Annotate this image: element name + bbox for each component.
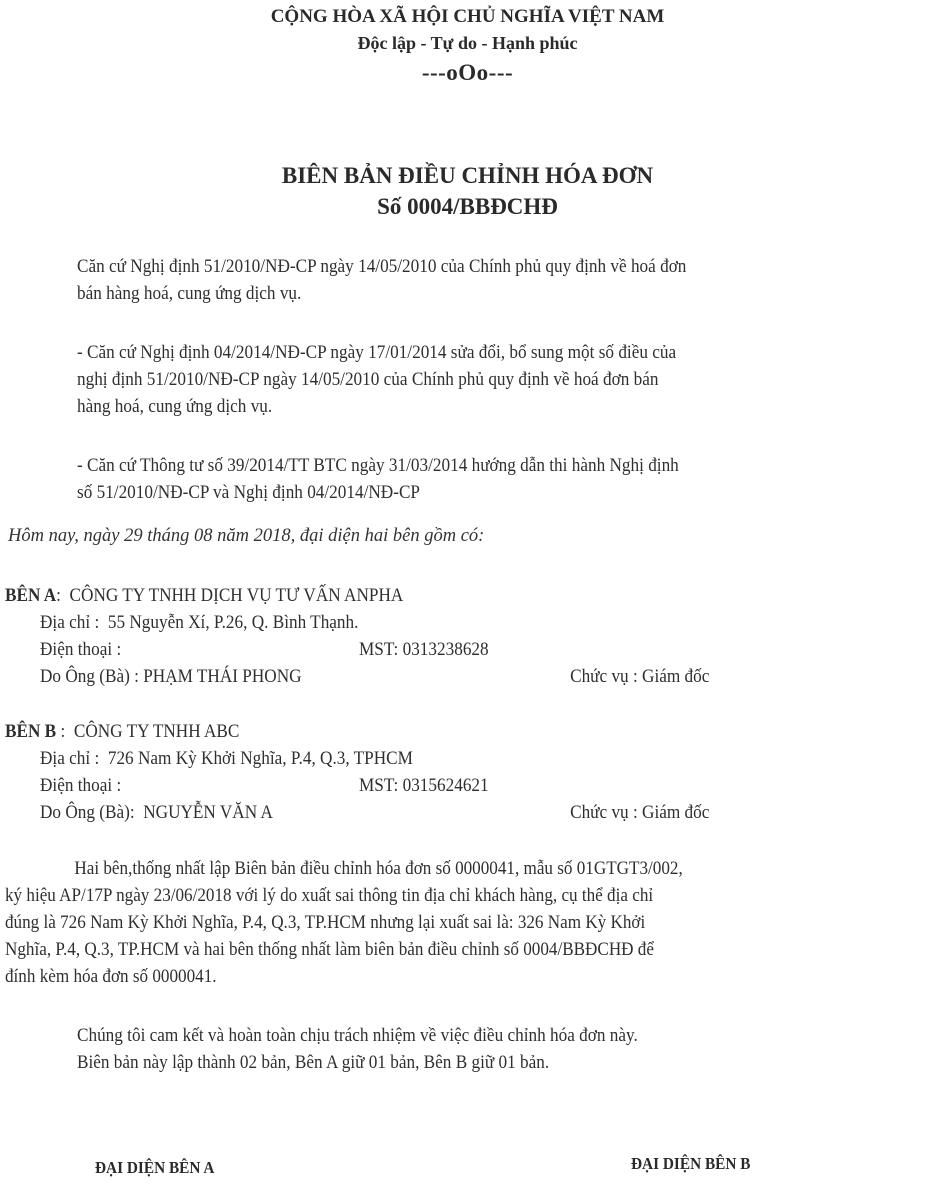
agreement-line: đúng là 726 Nam Kỳ Khởi Nghĩa, P.4, Q.3, TP.HCM nhưng lại xuất sai là: 326 Nam Kỳ Khởi — [5, 913, 646, 933]
party-a-representative: PHẠM THÁI PHONG — [143, 667, 302, 687]
document-number: Số 0004/BBĐCHĐ — [377, 194, 558, 219]
signature-party-a: ĐẠI DIỆN BÊN A — [95, 1158, 215, 1177]
legal-basis-line: số 51/2010/NĐ-CP và Nghị định 04/2014/NĐ-CP — [77, 483, 421, 503]
country-name: CỘNG HÒA XÃ HỘI CHỦ NGHĨA VIỆT NAM — [270, 6, 665, 27]
address-label: Địa chỉ : — [40, 613, 100, 633]
meeting-intro: Hôm nay, ngày 29 tháng 08 năm 2018, đại diện hai bên gồm có: — [8, 526, 485, 546]
party-b-block: BÊN B : CÔNG TY TNHH ABC — [5, 722, 240, 742]
party-a-address: 55 Nguyễn Xí, P.26, Q. Bình Thạnh. — [107, 613, 359, 633]
commitment-paragraph — [77, 1023, 638, 1077]
legal-basis-2 — [77, 340, 676, 421]
party-a-position: Giám đốc — [642, 667, 710, 687]
party-a-tax-code: 0313238628 — [402, 640, 489, 660]
address-label: Địa chỉ : — [40, 749, 100, 769]
tax-label: MST: — [358, 640, 399, 660]
agreement-paragraph — [5, 856, 930, 991]
phone-label: Điện thoại : — [40, 640, 122, 660]
legal-basis-line: nghị định 51/2010/NĐ-CP ngày 14/05/2010 của Chính phủ quy định về hoá đơn bán — [77, 370, 659, 390]
party-a-company: CÔNG TY TNHH DỊCH VỤ TƯ VẤN ANPHA — [69, 586, 404, 606]
commitment-line: Biên bản này lập thành 02 bản, Bên A giữ 01 bản, Bên B giữ 01 bản. — [77, 1053, 550, 1073]
party-a-label: BÊN A — [5, 586, 57, 606]
party-b-details — [40, 746, 710, 827]
representative-label: Do Ông (Bà): — [40, 803, 135, 823]
party-a-block: BÊN A: CÔNG TY TNHH DỊCH VỤ TƯ VẤN ANPHA — [5, 586, 404, 606]
position-label: Chức vụ : — [570, 667, 638, 687]
legal-basis-line: Căn cứ Nghị định 51/2010/NĐ-CP ngày 14/05/2010 của Chính phủ quy định về hoá đơn — [77, 257, 687, 277]
party-b-company: CÔNG TY TNHH ABC — [73, 722, 240, 742]
legal-basis-1 — [77, 254, 686, 308]
party-b-position: Giám đốc — [642, 803, 710, 823]
party-a-details — [40, 610, 710, 691]
phone-label: Điện thoại : — [40, 776, 122, 796]
party-b-address: 726 Nam Kỳ Khởi Nghĩa, P.4, Q.3, TPHCM — [107, 749, 413, 769]
agreement-line: đính kèm hóa đơn số 0000041. — [5, 967, 217, 987]
agreement-line: ký hiệu AP/17P ngày 23/06/2018 với lý do xuất sai thông tin địa chỉ khách hàng, cụ thể địa chỉ — [5, 886, 654, 906]
commitment-line: Chúng tôi cam kết và hoàn toàn chịu trách nhiệm về việc điều chỉnh hóa đơn này. — [77, 1026, 638, 1046]
position-label: Chức vụ : — [570, 803, 638, 823]
legal-basis-line: - Căn cứ Nghị định 04/2014/NĐ-CP ngày 17/01/2014 sửa đổi, bổ sung một số điều của — [77, 343, 677, 363]
document-title: BIÊN BẢN ĐIỀU CHỈNH HÓA ĐƠN — [281, 163, 654, 188]
signature-party-b: ĐẠI DIỆN BÊN B — [631, 1154, 751, 1173]
tax-label: MST: — [358, 776, 399, 796]
national-motto: Độc lập - Tự do - Hạnh phúc — [357, 33, 578, 53]
representative-label: Do Ông (Bà) : — [40, 667, 139, 687]
party-b-tax-code: 0315624621 — [402, 776, 489, 796]
party-b-representative: NGUYỄN VĂN A — [143, 803, 273, 823]
party-b-label: BÊN B — [5, 722, 57, 742]
legal-basis-line: bán hàng hoá, cung ứng dịch vụ. — [77, 284, 302, 304]
agreement-line: Nghĩa, P.4, Q.3, TP.HCM và hai bên thống nhất làm biên bản điều chỉnh số 0004/BBĐCHĐ để — [5, 940, 654, 960]
legal-basis-line: - Căn cứ Thông tư số 39/2014/TT BTC ngày 31/03/2014 hướng dẫn thi hành Nghị định — [77, 456, 679, 476]
agreement-line: Hai bên,thống nhất lập Biên bản điều chỉnh hóa đơn số 0000041, mẫu số 01GTGT3/002, — [74, 859, 683, 879]
legal-basis-line: hàng hoá, cung ứng dịch vụ. — [77, 397, 273, 417]
legal-basis-3 — [77, 453, 679, 507]
header-separator: ---oOo--- — [421, 60, 514, 85]
